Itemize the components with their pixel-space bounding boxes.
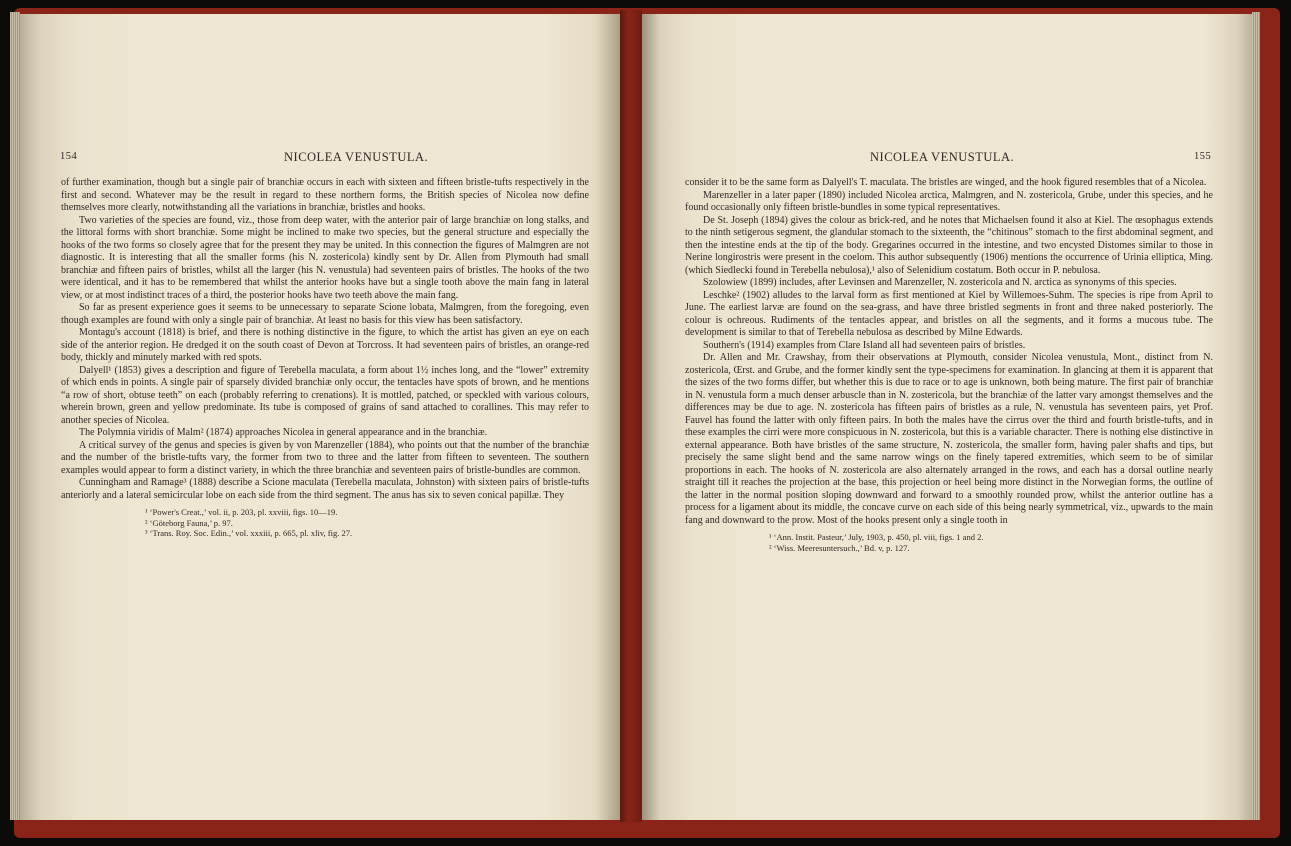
paragraph: Szolowiew (1899) includes, after Levinsen and Marenzeller, N. zostericola and N. arctica as synonyms of this species. — [703, 277, 1177, 288]
footnote: ² ‘Wiss. Meeresuntersuch.,’ Bd. v, p. 127. — [769, 542, 910, 553]
left-page-body — [61, 177, 589, 539]
page-number: 155 — [1194, 151, 1212, 162]
book-spine — [620, 10, 642, 822]
paragraph: Southern's (1914) examples from Clare Island all had seventeen pairs of bristles. — [703, 339, 1026, 351]
paragraph: of further examination, though but a single pair of branchiæ occurs in each with sixteen and fifteen bristle-tufts respectively in the first and second. Whatever may be the result in regard to these northern forms, the British species of Nicolea now define themselves more clearly, notwithstanding all the variations in branchiæ, bristles and hooks. — [61, 177, 589, 213]
left-page — [20, 14, 620, 820]
paragraph: Marenzeller in a later paper (1890) included Nicolea arctica, Malmgren, and N. zostericola, Grube, under this species, and he found occasionally only fifteen bristle-bundles in some typical representatives. — [685, 189, 1213, 213]
footnote: ² ‘Göteborg Fauna,’ p. 97. — [145, 517, 233, 528]
paragraph: consider it to be the same form as Dalyell's T. maculata. The bristles are winged, and the hook figured resembles that of a Nicolea. — [685, 177, 1207, 188]
right-page-body — [685, 177, 1213, 553]
paragraph: Dalyell¹ (1853) gives a description and figure of Terebella maculata, a form about 1½ inches long, and the “lower” extremity of which ends in points. A single pair of sparsely divided branchiæ only occur, the tentacles have spots of brown, and he mentions “a row of short, obtuse teeth” on each (probably referring to crenations). It is mottled, patched, or speckled with various colours, wherein brown, green and yellow predominate. Its tube is composed of grains of sand attached to corallines. This may refer to another species of Nicolea. — [61, 364, 589, 426]
paragraph: A critical survey of the genus and species is given by von Marenzeller (1884), who points out that the number of the branchiæ and the number of the bristle-tufts vary, the former from two to three and the latter from fifteen to seventeen. The southern examples would appear to form a distinct variety, in which the three branchiæ and seventeen pairs of bristle-bundles are common. — [61, 439, 589, 476]
paragraph: Two varieties of the species are found, viz., those from deep water, with the anterior pair of large branchiæ on long stalks, and the littoral forms with short branchiæ. Some might be inclined to make two species, but the general structure and especially the hooks of the two forms so closely agree that for the present they may be united. In this connection the figures of Malmgren are not diagnostic. It is interesting that all the smaller forms (his N. zostericola) kindly sent by Dr. Allen from Plymouth had small branchiæ and fifteen pairs of bristles, whilst all the larger (his N. venustula) had seventeen pairs of bristles. The hooks of the two were identical, and it has to be remembered that whilst the anterior hooks have but a single tooth above the main fang in lateral view, or at most indistinct traces of a third, the posterior hooks have two teeth above the main fang. — [61, 214, 589, 301]
footnote: ³ ‘Trans. Roy. Soc. Edin.,’ vol. xxxiii, p. 665, pl. xliv, fig. 27. — [145, 528, 353, 538]
paragraph: De St. Joseph (1894) gives the colour as brick-red, and he notes that Michaelsen found it also at Kiel. The œsophagus extends to the ninth setigerous segment, the glandular stomach to the sixteenth, the “chitinous” stomach to the first abdominal segment, and then the intestine ends at the tip of the body. Gregarines occurred in the intestine, and two encysted Distomes similar to those in Nerine longirostris were present in the coelom. This author subsequently (1906) mentions the occurrence of Urinia elliptica, Ming. (which Siedlecki found in Terebella nebulosa),¹ also of Selenidium costatum. Both occur in P. nebulosa. — [685, 214, 1213, 276]
paragraph: Montagu's account (1818) is brief, and there is nothing distinctive in the figure, to which the artist has given an eye on each side of the anterior region. He dredged it on the south coast of Devon at Torcross. It had seventeen pairs of bristles, an orange-red body, thickly and minutely marked with red spots. — [61, 327, 589, 363]
page-edges-left — [10, 12, 20, 820]
footnote: ¹ ‘Power's Creat.,’ vol. ii, p. 203, pl. xxviii, figs. 10—19. — [145, 507, 338, 517]
running-head: NICOLEA VENUSTULA. — [284, 150, 429, 164]
page-number: 154 — [60, 151, 78, 162]
right-page — [642, 14, 1252, 820]
paragraph: The Polymnia viridis of Malm² (1874) approaches Nicolea in general appearance and in the branchiæ. — [79, 427, 488, 438]
footnote: ¹ ‘Ann. Instit. Pasteur,’ July, 1903, p. 450, pl. viii, figs. 1 and 2. — [769, 532, 984, 542]
paragraph: Dr. Allen and Mr. Crawshay, from their observations at Plymouth, consider Nicolea venustula, Mont., distinct from N. zostericola, Œrst. and Grube, and the former kindly sent the type-specimens for examination. In glancing at them it is apparent that the sizes of the two forms differ, but whether this is due to race or to age is unknown, both being mature. The first pair of branchiæ in N. venustula form a much denser arbuscle than in N. zostericola, but the branchiæ of the latter vary amongst themselves and the differences may be due to age. N. zostericola has fifteen pairs of bristles as a rule, N. venustula has seventeen pairs, yet Prof. Fauvel has found the latter with only fifteen pairs. In both the males have the cirrus over the third and fourth bristle-tufts, and in these examples the cirri were more conspicuous in N. zostericola, but this is a variable character. There is nothing else distinctive in external appearance. Both have bristles of the same structure, N. zostericola, the smaller form, having paler shafts and tips, but precisely the same slight bend and the same narrow wings on the finely tapered extremities, which seem to be of similar proportions in each. The hooks of N. zostericola are also alternately arranged in the rows, and each has a dorsal outline nearly straight till it reaches the projection at the base, this projection or heel being more distinct in the Norwegian forms, the outline of the latter in the normal position sloping downward and forward to a smoothly rounded prow, whilst the anterior outline has a process for a ligament about its middle, the concave curve on each side of this being nearly symmetrical, viz., upwards to the main fang and downward to the prow. Most of the hooks present only a single tooth in — [685, 352, 1213, 526]
paragraph: So far as present experience goes it seems to be unnecessary to separate Scione lobata, Malmgren, from the foregoing, even though examples are found with only a single pair of branchiæ. At least no basis for this view has been satisfactory. — [61, 302, 589, 326]
paragraph: Leschke² (1902) alludes to the larval form as first mentioned at Kiel by Willemoes-Suhm. The species is ripe from April to June. The earliest larvæ are found on the sea-grass, and have three bristled segments in front and three naked posteriorly. The colour is ochreous. Rudiments of the tentacles appear, and bristles on all the segments, and it forms a mucous tube. The development is similar to that of Terebella nebulosa as described by Milne Edwards. — [685, 289, 1213, 338]
running-head: NICOLEA VENUSTULA. — [870, 150, 1015, 164]
paragraph: Cunningham and Ramage³ (1888) describe a Scione maculata (Terebella maculata, Johnston) with sixteen pairs of bristle-tufts anteriorly and a lateral semicircular lobe on each side from the third segment. The anus has six to seven conical papillæ. They — [61, 477, 589, 501]
page-edges-right — [1252, 12, 1260, 820]
